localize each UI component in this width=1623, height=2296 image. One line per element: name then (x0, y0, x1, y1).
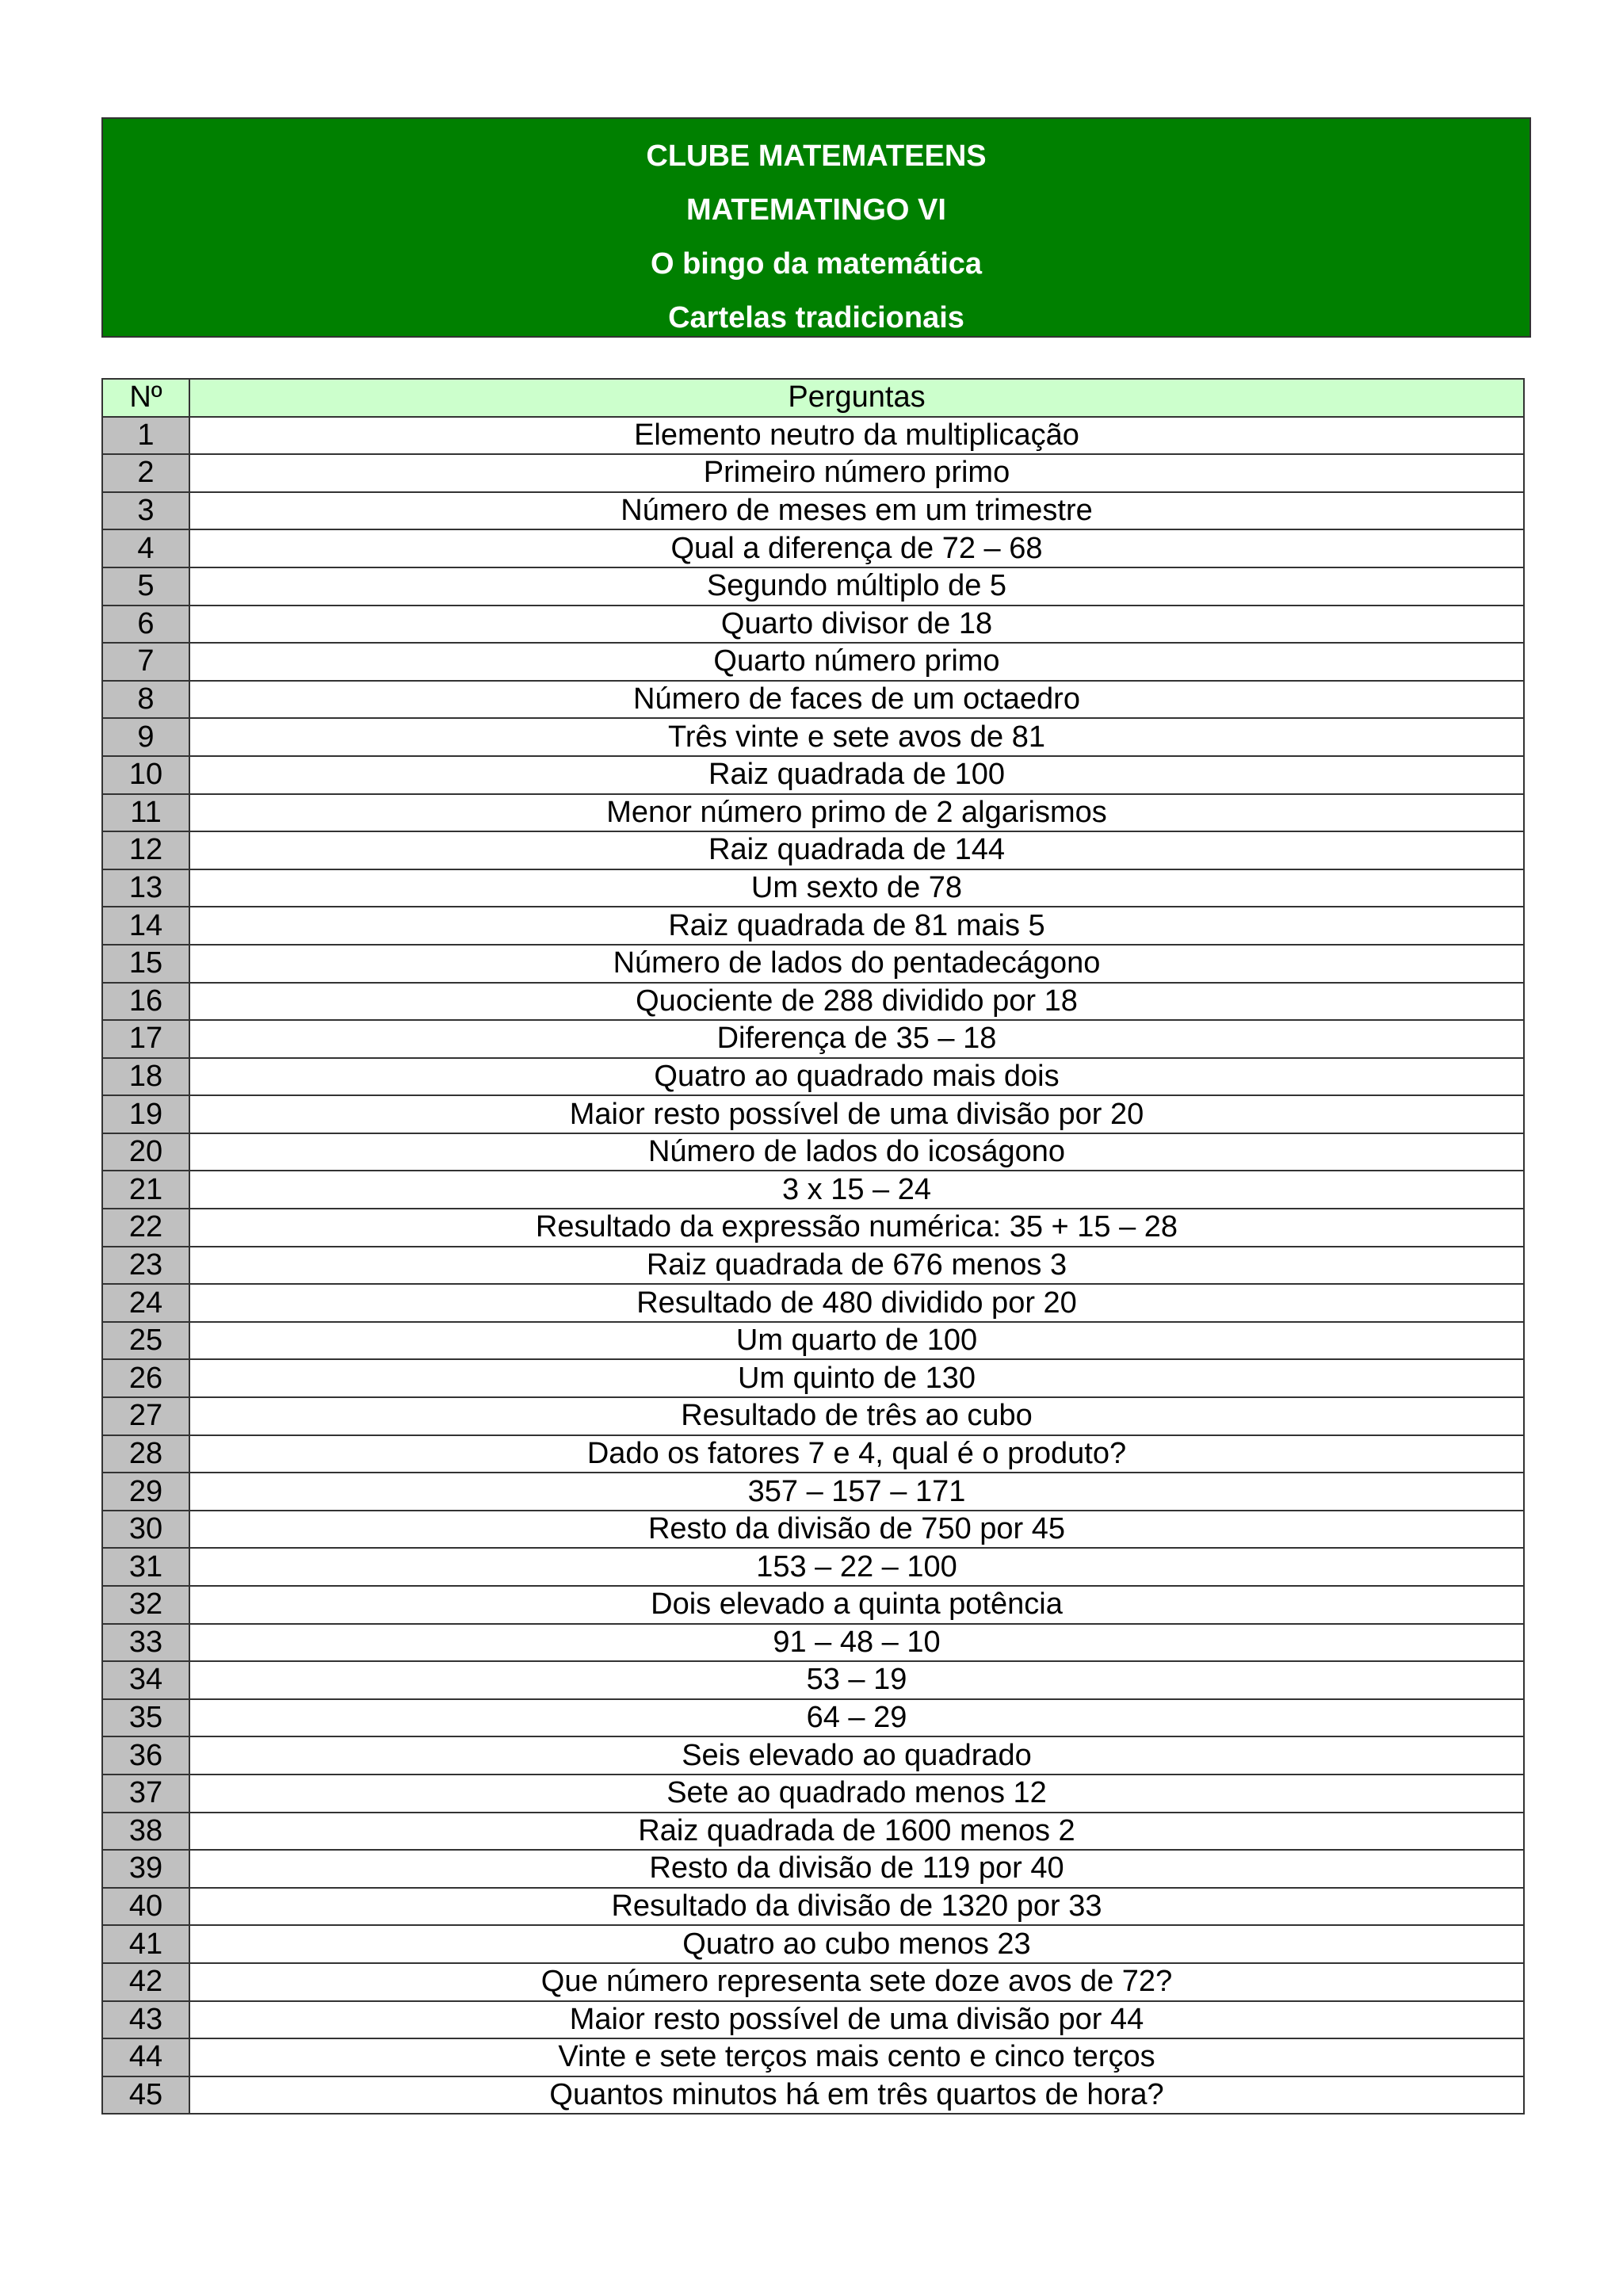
header-subtitle: O bingo da matemática (650, 247, 983, 281)
question-number: 14 (102, 907, 189, 945)
question-number: 34 (102, 1661, 189, 1699)
question-number: 37 (102, 1775, 189, 1813)
question-text: Menor número primo de 2 algarismos (189, 794, 1524, 832)
question-number: 36 (102, 1736, 189, 1775)
table-row (102, 1963, 1524, 2001)
question-number: 8 (102, 681, 189, 719)
question-text: 53 – 19 (189, 1661, 1524, 1699)
header-title-game: MATEMATINGO VI (686, 193, 946, 227)
question-number: 23 (102, 1247, 189, 1285)
table-row (102, 567, 1524, 606)
question-number: 5 (102, 567, 189, 606)
table-row (102, 1020, 1524, 1058)
table-row (102, 1736, 1524, 1775)
table-row (102, 1095, 1524, 1133)
question-number: 4 (102, 529, 189, 567)
question-number: 42 (102, 1963, 189, 2001)
question-text: Número de lados do icoságono (189, 1133, 1524, 1171)
question-text: Três vinte e sete avos de 81 (189, 718, 1524, 756)
question-text: 357 – 157 – 171 (189, 1473, 1524, 1511)
question-number: 12 (102, 831, 189, 869)
table-row (102, 907, 1524, 945)
question-text: Qual a diferença de 72 – 68 (189, 529, 1524, 567)
question-number: 20 (102, 1133, 189, 1171)
question-text: Resto da divisão de 750 por 45 (189, 1511, 1524, 1549)
question-text: Primeiro número primo (189, 454, 1524, 492)
table-row (102, 2076, 1524, 2115)
question-text: Resultado da divisão de 1320 por 33 (189, 1888, 1524, 1926)
table-row (102, 945, 1524, 983)
question-text: 153 – 22 – 100 (189, 1548, 1524, 1586)
question-number: 15 (102, 945, 189, 983)
table-header-row (102, 379, 1524, 417)
question-text: Quatro ao cubo menos 23 (189, 1925, 1524, 1963)
table-row (102, 1473, 1524, 1511)
question-text: Maior resto possível de uma divisão por 20 (189, 1095, 1524, 1133)
question-text: Resultado de três ao cubo (189, 1397, 1524, 1435)
question-number: 43 (102, 2001, 189, 2039)
question-number: 11 (102, 794, 189, 832)
question-text: Quantos minutos há em três quartos de hora? (189, 2076, 1524, 2115)
question-number: 19 (102, 1095, 189, 1133)
table-row (102, 1850, 1524, 1888)
table-row (102, 756, 1524, 794)
table-row (102, 1359, 1524, 1397)
question-text: Segundo múltiplo de 5 (189, 567, 1524, 606)
question-number: 1 (102, 417, 189, 455)
table-row (102, 1171, 1524, 1209)
question-number: 30 (102, 1511, 189, 1549)
header-card-type: Cartelas tradicionais (668, 301, 964, 334)
column-header-number: Nº (102, 379, 189, 417)
table-row (102, 417, 1524, 455)
question-number: 29 (102, 1473, 189, 1511)
question-number: 2 (102, 454, 189, 492)
question-number: 10 (102, 756, 189, 794)
question-text: Um quarto de 100 (189, 1322, 1524, 1360)
table-row (102, 529, 1524, 567)
question-number: 40 (102, 1888, 189, 1926)
table-row (102, 869, 1524, 907)
column-header-questions: Perguntas (189, 379, 1524, 417)
question-number: 39 (102, 1850, 189, 1888)
question-number: 17 (102, 1020, 189, 1058)
question-number: 25 (102, 1322, 189, 1360)
table-row (102, 2001, 1524, 2039)
table-row (102, 831, 1524, 869)
question-number: 44 (102, 2038, 189, 2076)
table-row (102, 681, 1524, 719)
table-row (102, 492, 1524, 530)
table-row (102, 1888, 1524, 1926)
question-number: 21 (102, 1171, 189, 1209)
table-row (102, 454, 1524, 492)
question-number: 3 (102, 492, 189, 530)
question-text: Resto da divisão de 119 por 40 (189, 1850, 1524, 1888)
table-row (102, 1548, 1524, 1586)
table-row (102, 1624, 1524, 1662)
table-row (102, 718, 1524, 756)
table-row (102, 1511, 1524, 1549)
question-number: 9 (102, 718, 189, 756)
question-number: 38 (102, 1813, 189, 1851)
question-text: Dois elevado a quinta potência (189, 1586, 1524, 1624)
table-row (102, 643, 1524, 681)
table-row (102, 1322, 1524, 1360)
table-row (102, 2038, 1524, 2076)
question-number: 13 (102, 869, 189, 907)
document-header (101, 117, 1531, 338)
question-text: Raiz quadrada de 1600 menos 2 (189, 1813, 1524, 1851)
table-row (102, 794, 1524, 832)
question-text: 3 x 15 – 24 (189, 1171, 1524, 1209)
question-number: 18 (102, 1058, 189, 1096)
table-row (102, 1284, 1524, 1322)
question-number: 26 (102, 1359, 189, 1397)
question-text: Raiz quadrada de 144 (189, 831, 1524, 869)
question-number: 31 (102, 1548, 189, 1586)
question-text: Número de faces de um octaedro (189, 681, 1524, 719)
question-number: 16 (102, 983, 189, 1021)
table-row (102, 1435, 1524, 1473)
question-text: Dado os fatores 7 e 4, qual é o produto? (189, 1435, 1524, 1473)
question-number: 7 (102, 643, 189, 681)
question-text: Elemento neutro da multiplicação (189, 417, 1524, 455)
question-number: 24 (102, 1284, 189, 1322)
question-text: Raiz quadrada de 100 (189, 756, 1524, 794)
question-text: Diferença de 35 – 18 (189, 1020, 1524, 1058)
table-row (102, 1058, 1524, 1096)
question-number: 27 (102, 1397, 189, 1435)
question-number: 6 (102, 606, 189, 644)
table-row (102, 1586, 1524, 1624)
question-number: 35 (102, 1699, 189, 1737)
table-row (102, 1775, 1524, 1813)
questions-table (101, 378, 1525, 2115)
table-row (102, 1661, 1524, 1699)
table-row (102, 1813, 1524, 1851)
question-text: Número de lados do pentadecágono (189, 945, 1524, 983)
question-text: Um quinto de 130 (189, 1359, 1524, 1397)
question-text: 64 – 29 (189, 1699, 1524, 1737)
question-text: Quarto divisor de 18 (189, 606, 1524, 644)
table-row (102, 1699, 1524, 1737)
question-number: 32 (102, 1586, 189, 1624)
question-text: Raiz quadrada de 81 mais 5 (189, 907, 1524, 945)
table-row (102, 606, 1524, 644)
table-row (102, 1209, 1524, 1247)
question-text: Quatro ao quadrado mais dois (189, 1058, 1524, 1096)
table-row (102, 1133, 1524, 1171)
question-number: 45 (102, 2076, 189, 2115)
question-text: Resultado da expressão numérica: 35 + 15 – 28 (189, 1209, 1524, 1247)
question-text: Número de meses em um trimestre (189, 492, 1524, 530)
question-text: Resultado de 480 dividido por 20 (189, 1284, 1524, 1322)
question-text: Raiz quadrada de 676 menos 3 (189, 1247, 1524, 1285)
question-text: Vinte e sete terços mais cento e cinco terços (189, 2038, 1524, 2076)
table-row (102, 1247, 1524, 1285)
header-title-club: CLUBE MATEMATEENS (646, 139, 987, 173)
question-number: 22 (102, 1209, 189, 1247)
question-number: 28 (102, 1435, 189, 1473)
table-row (102, 1397, 1524, 1435)
question-text: 91 – 48 – 10 (189, 1624, 1524, 1662)
question-number: 33 (102, 1624, 189, 1662)
question-number: 41 (102, 1925, 189, 1963)
question-text: Quociente de 288 dividido por 18 (189, 983, 1524, 1021)
question-text: Um sexto de 78 (189, 869, 1524, 907)
table-row (102, 1925, 1524, 1963)
question-text: Sete ao quadrado menos 12 (189, 1775, 1524, 1813)
question-text: Maior resto possível de uma divisão por 44 (189, 2001, 1524, 2039)
question-text: Quarto número primo (189, 643, 1524, 681)
question-text: Seis elevado ao quadrado (189, 1736, 1524, 1775)
table-row (102, 983, 1524, 1021)
question-text: Que número representa sete doze avos de 72? (189, 1963, 1524, 2001)
